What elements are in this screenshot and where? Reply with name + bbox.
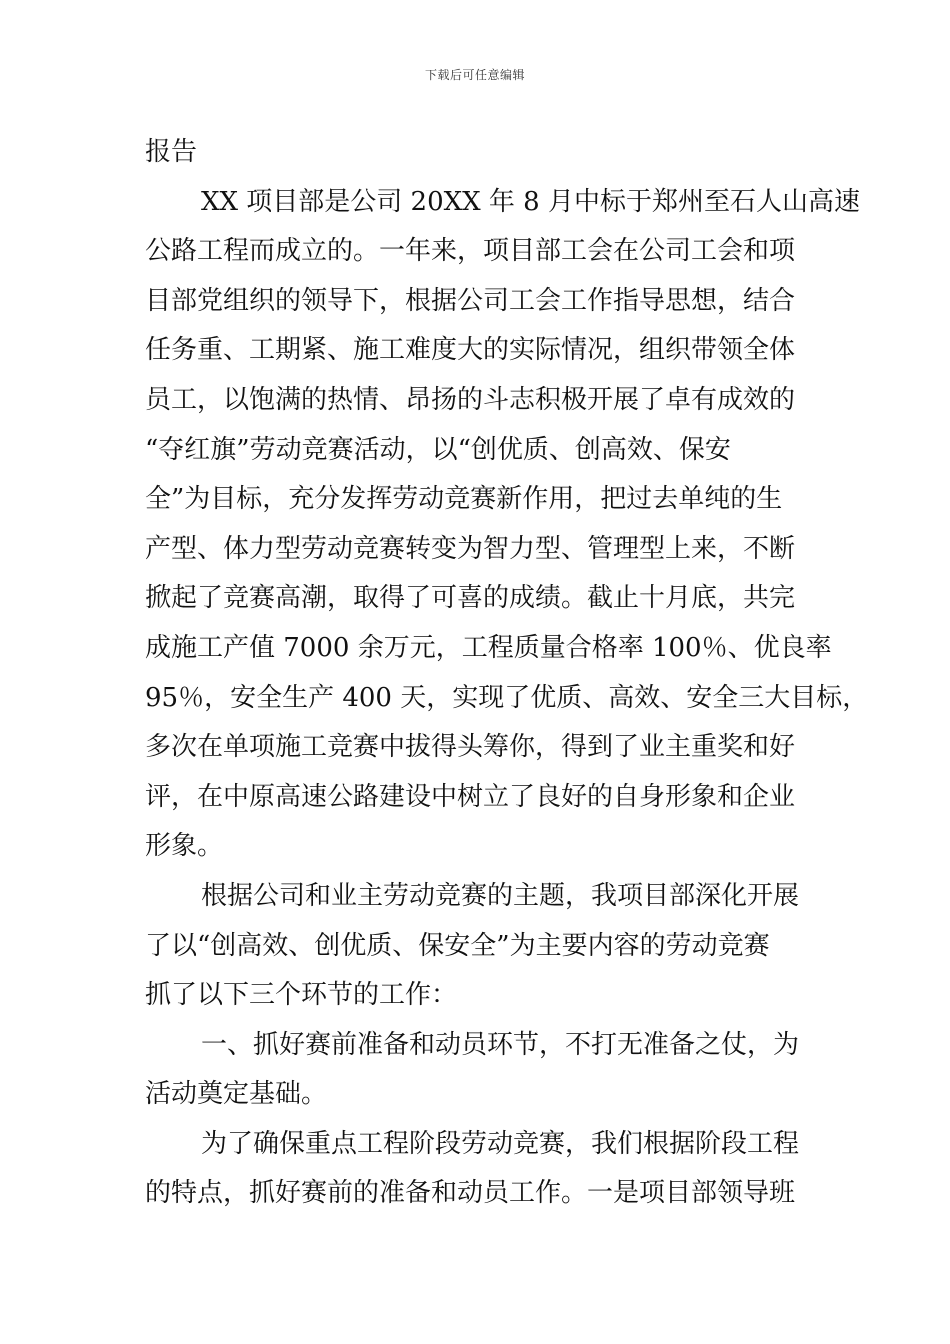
text-line: 成施工产值 7000 余万元，工程质量合格率 100％、优良率 bbox=[145, 632, 832, 663]
text-line: XX 项目部是公司 20XX 年 8 月中标于郑州至石人山高速 bbox=[201, 186, 860, 217]
text-line: 全”为目标，充分发挥劳动竞赛新作用，把过去单纯的生 bbox=[145, 484, 783, 515]
text-line: 掀起了竞赛高潮，取得了可喜的成绩。截止十月底，共完 bbox=[145, 583, 796, 614]
text-line: 任务重、工期紧、施工难度大的实际情况，组织带领全体 bbox=[145, 335, 796, 366]
text-line: 形象。 bbox=[145, 831, 224, 862]
text-line: 一、抓好赛前准备和动员环节，不打无准备之仗，为 bbox=[201, 1029, 800, 1060]
text-line: 了以“创高效、创优质、保安全”为主要内容的劳动竞赛 bbox=[145, 930, 770, 961]
text-line: 多次在单项施工竞赛中拔得头筹你，得到了业主重奖和好 bbox=[145, 732, 796, 763]
text-line: “夺红旗”劳动竞赛活动，以“创优质、创高效、保安 bbox=[145, 434, 731, 465]
text-line: 员工，以饱满的热情、昂扬的斗志积极开展了卓有成效的 bbox=[145, 384, 796, 415]
text-line: 95％，安全生产 400 天，实现了优质、高效、安全三大目标， bbox=[145, 682, 869, 713]
text-line: 产型、体力型劳动竞赛转变为智力型、管理型上来，不断 bbox=[145, 533, 796, 564]
text-line: 目部党组织的领导下，根据公司工会工作指导思想，结合 bbox=[145, 285, 796, 316]
text-line: 报告 bbox=[145, 137, 198, 167]
text-line: 公路工程而成立的。一年来，项目部工会在公司工会和项 bbox=[145, 236, 796, 267]
text-line: 的特点，抓好赛前的准备和动员工作。一是项目部领导班 bbox=[145, 1178, 796, 1209]
page-header: 下载后可任意编辑 bbox=[424, 68, 525, 82]
text-line: 为了确保重点工程阶段劳动竞赛，我们根据阶段工程 bbox=[201, 1128, 800, 1159]
text-line: 根据公司和业主劳动竞赛的主题，我项目部深化开展 bbox=[201, 880, 800, 911]
text-line: 活动奠定基础。 bbox=[145, 1079, 328, 1110]
text-line: 评，在中原高速公路建设中树立了良好的自身形象和企业 bbox=[145, 781, 796, 812]
document-body bbox=[145, 128, 869, 1219]
text-line: 抓了以下三个环节的工作： bbox=[145, 980, 458, 1011]
